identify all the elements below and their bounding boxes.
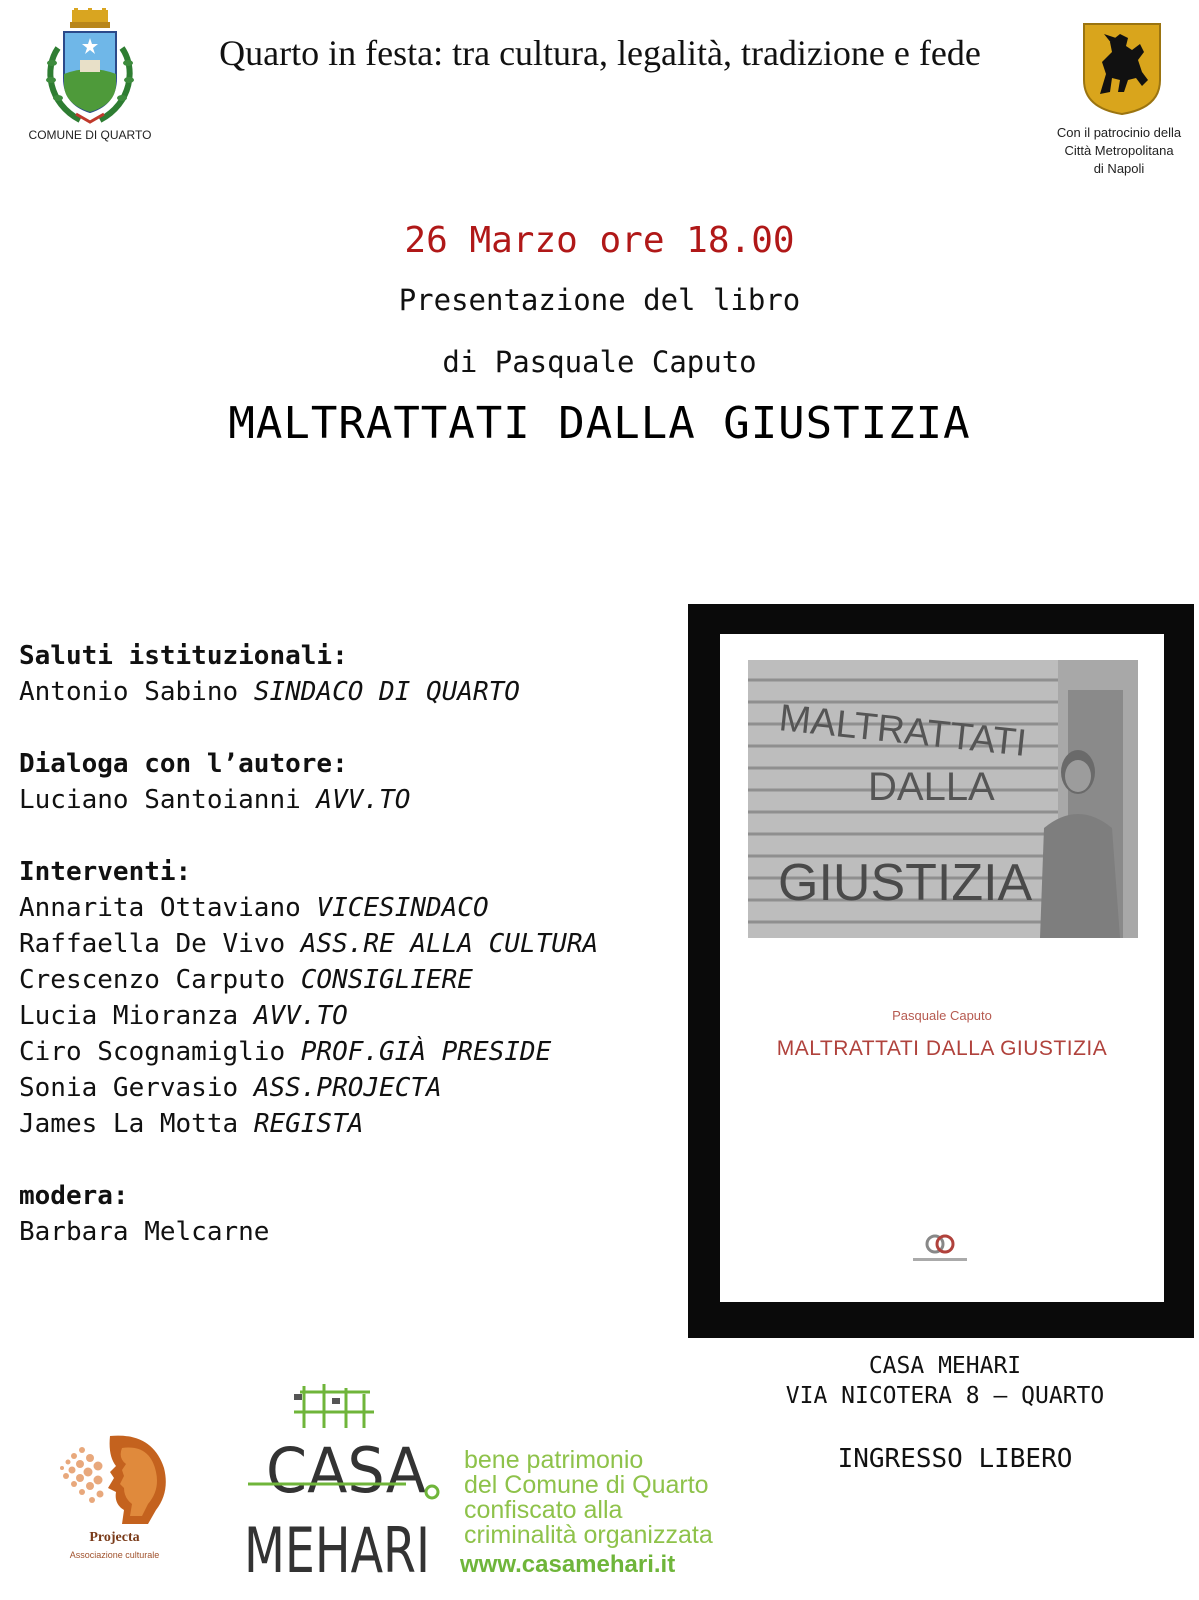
projecta-name: Projecta [89, 1530, 140, 1545]
comune-label: COMUNE DI QUARTO [28, 128, 152, 142]
casa-logo-word: CASA [266, 1434, 426, 1507]
section-dialoga [19, 746, 679, 818]
mehari-logo-word: MEHARI [244, 1514, 430, 1587]
speaker-row [19, 926, 679, 962]
cover-title: MALTRATTATI DALLA GIUSTIZIA [776, 1037, 1108, 1060]
speaker-row [19, 674, 679, 710]
section-interventi [19, 854, 679, 1142]
speaker-row [19, 1106, 679, 1142]
speaker-role: ASS.RE ALLA CULTURA [300, 929, 599, 959]
casa-mehari-url-link[interactable]: www.casamehari.it [460, 1551, 676, 1578]
section-heading: Interventi: [19, 857, 192, 887]
speaker-name: Crescenzo Carputo [19, 965, 286, 995]
speaker-name: Antonio Sabino [19, 677, 239, 707]
book-title: MALTRATTATI DALLA GIUSTIZIA [228, 398, 971, 449]
patronage-text [1040, 124, 1198, 178]
cover-author: Pasquale Caputo [892, 1008, 992, 1023]
speaker-role: ASS.PROJECTA [253, 1073, 442, 1103]
speaker-name: James La Motta [19, 1109, 239, 1139]
projecta-logo-icon [52, 1428, 177, 1538]
free-entry: INGRESSO LIBERO [837, 1444, 1073, 1474]
projecta-subtitle: Associazione culturale [69, 1550, 160, 1560]
speaker-name: Luciano Santoianni [19, 785, 301, 815]
event-date-time: 26 Marzo ore 18.00 [404, 220, 795, 261]
speaker-role: AVV.TO [253, 1001, 348, 1031]
citta-metropolitana-horse-shield-icon [1082, 22, 1162, 116]
venue-name: CASA MEHARI [868, 1353, 1022, 1379]
patronage-line: di Napoli [1093, 161, 1145, 176]
section-modera [19, 1178, 679, 1250]
speaker-row [19, 890, 679, 926]
patronage-line: Con il patrocinio della [1056, 125, 1182, 140]
venue-address: VIA NICOTERA 8 – QUARTO [785, 1383, 1105, 1409]
speaker-row [19, 782, 679, 818]
casa-description-line: bene patrimonio [464, 1446, 644, 1474]
casa-mehari-description [464, 1448, 764, 1548]
graffiti-line: GIUSTIZIA [778, 854, 1033, 912]
speaker-row [19, 962, 679, 998]
section-saluti [19, 638, 679, 710]
header-title: Quarto in festa: tra cultura, legalità, tradizione e fede [219, 33, 981, 73]
speaker-role: REGISTA [253, 1109, 364, 1139]
casa-description-line: del Comune di Quarto [464, 1471, 709, 1499]
speaker-name: Annarita Ottaviano [19, 893, 301, 923]
section-heading: Saluti istituzionali: [19, 641, 348, 671]
publisher-logo-icon [905, 1232, 975, 1268]
casa-description-line: confiscato alla [464, 1496, 623, 1524]
program [19, 638, 679, 1286]
speaker-name: Raffaella De Vivo [19, 929, 286, 959]
speaker-name: Sonia Gervasio [19, 1073, 239, 1103]
speaker-row [19, 1214, 679, 1250]
speaker-role: CONSIGLIERE [300, 965, 473, 995]
graffiti-line: DALLA [868, 765, 995, 809]
casa-description-line: criminalità organizzata [464, 1521, 713, 1549]
speaker-name: Ciro Scognamiglio [19, 1037, 286, 1067]
section-heading: modera: [19, 1181, 129, 1211]
speaker-row [19, 1034, 679, 1070]
speaker-role: AVV.TO [316, 785, 411, 815]
speaker-row [19, 1070, 679, 1106]
event-author: di Pasquale Caputo [442, 345, 757, 379]
casa-mehari-logo-icon [244, 1382, 449, 1587]
cover-photo [748, 660, 1138, 938]
graffiti-line: MALTRATTATI [777, 697, 1029, 765]
speaker-name: Barbara Melcarne [19, 1217, 270, 1247]
speaker-name: Lucia Mioranza [19, 1001, 239, 1031]
event-presentation: Presentazione del libro [398, 283, 801, 317]
speaker-role: VICESINDACO [316, 893, 489, 923]
section-heading: Dialoga con l’autore: [19, 749, 348, 779]
comune-di-quarto-crest-icon [40, 8, 140, 130]
patronage-line: Città Metropolitana [1064, 143, 1174, 158]
speaker-role: SINDACO DI QUARTO [253, 677, 520, 707]
speaker-role: PROF.GIÀ PRESIDE [300, 1037, 552, 1067]
speaker-row [19, 998, 679, 1034]
